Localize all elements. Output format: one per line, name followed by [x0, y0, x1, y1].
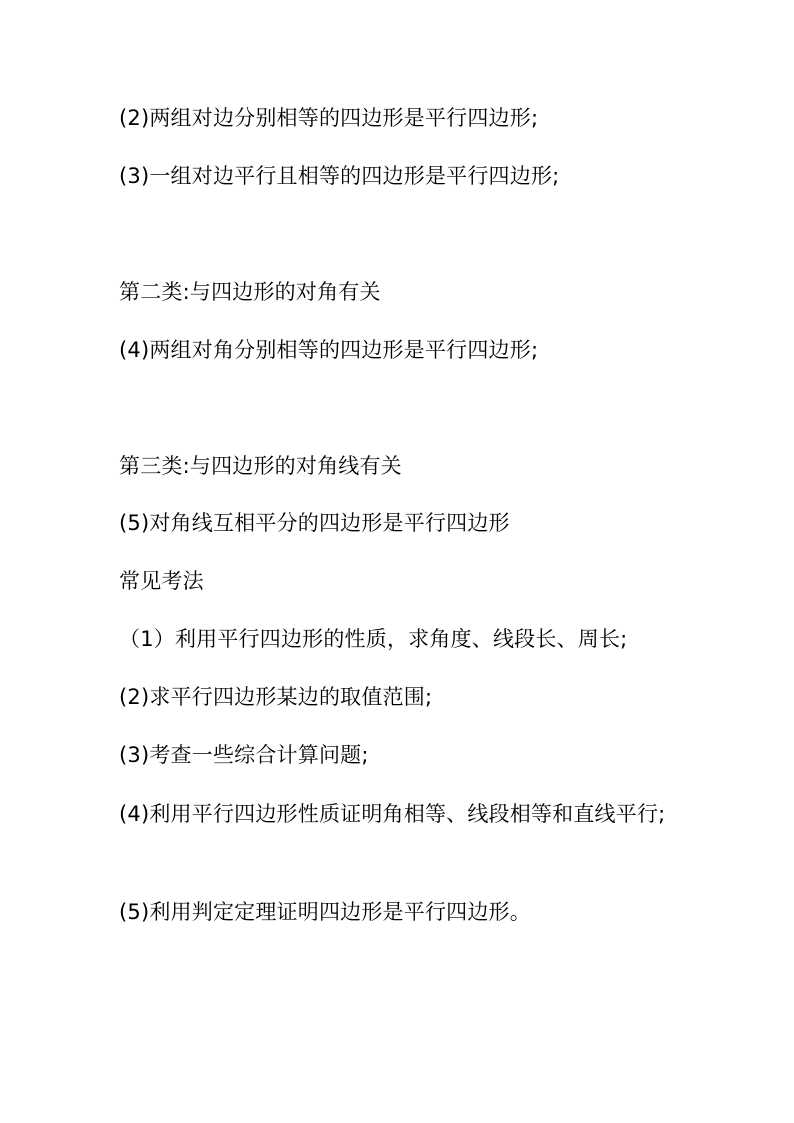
text-line-method-5: (5)利用判定定理证明四边形是平行四边形。	[119, 900, 531, 924]
text-line-criterion-4: (4)两组对角分别相等的四边形是平行四边形;	[119, 338, 539, 362]
section-heading-category-3: 第三类:与四边形的对角线有关	[119, 454, 402, 478]
section-heading-category-2: 第二类:与四边形的对角有关	[119, 280, 381, 304]
text-line-method-4: (4)利用平行四边形性质证明角相等、线段相等和直线平行;	[119, 802, 666, 826]
text-line-method-1: （1）利用平行四边形的性质，求角度、线段长、周长;	[119, 627, 628, 651]
text-line-criterion-3: (3)一组对边平行且相等的四边形是平行四边形;	[119, 164, 560, 188]
text-line-method-2: (2)求平行四边形某边的取值范围;	[119, 685, 433, 709]
text-line-criterion-5: (5)对角线互相平分的四边形是平行四边形	[119, 511, 510, 535]
text-line-method-3: (3)考查一些综合计算问题;	[119, 743, 369, 767]
section-heading-common-exam-methods: 常见考法	[119, 569, 204, 593]
text-line-criterion-2: (2)两组对边分别相等的四边形是平行四边形;	[119, 106, 539, 130]
